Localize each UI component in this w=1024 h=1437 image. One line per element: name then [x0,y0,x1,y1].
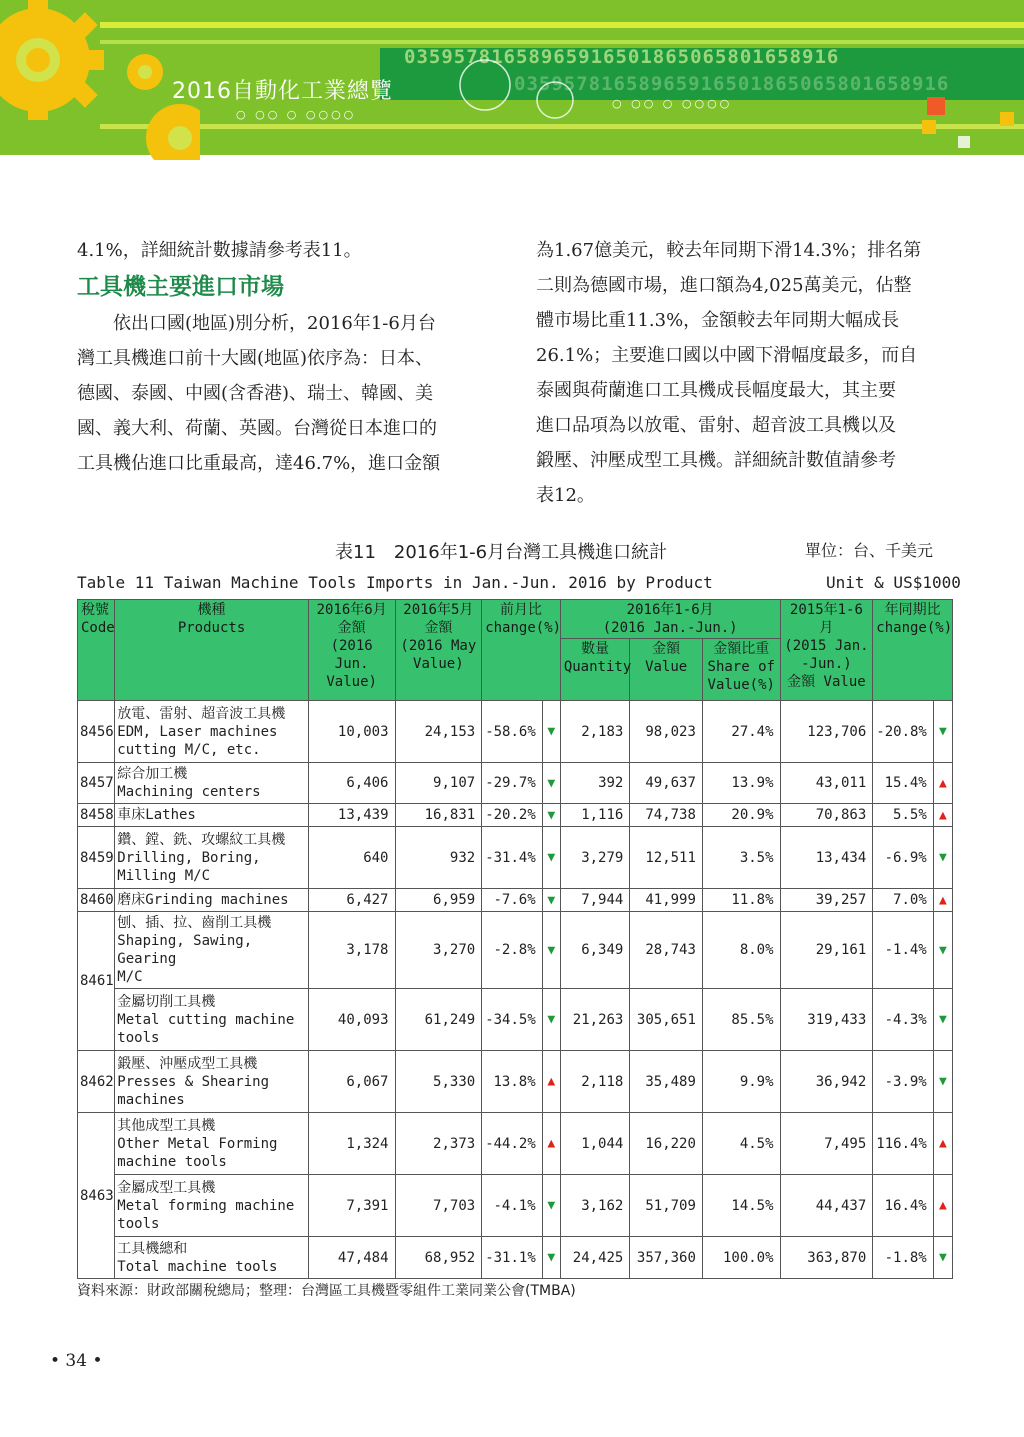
section-heading: 工具機主要進口市場 [77,274,284,300]
cell-mom-change: -31.4% [482,827,542,889]
down-arrow-icon: ▼ [542,912,560,989]
cell-value: 41,999 [630,889,703,912]
up-arrow-icon: ▲ [933,804,952,827]
cell-product: 其他成型工具機 Other Metal Forming machine tools [115,1113,309,1175]
cell-quantity: 3,162 [560,1175,630,1237]
intro-line: 4.1%，詳細統計數據請參考表11。 [77,240,362,261]
cell-yoy-change: 7.0% [873,889,933,912]
cell-jun-value: 7,391 [308,1175,395,1237]
cell-code: 8456 [78,701,115,763]
cell-yoy-change: -1.4% [873,912,933,989]
banner-square [927,97,945,115]
cell-quantity: 3,279 [560,827,630,889]
up-arrow-icon: ▲ [542,1113,560,1175]
cell-code: 8463 [78,1113,115,1279]
up-arrow-icon: ▲ [933,889,952,912]
cell-code: 8458 [78,804,115,827]
cell-mom-change: -34.5% [482,989,542,1051]
cell-product: 鍛壓、沖壓成型工具機 Presses & Shearing machines [115,1051,309,1113]
cell-may-value: 6,959 [395,889,482,912]
header-code: 稅號 Code [78,600,115,701]
paragraph-line: 國、義大利、荷蘭、英國。台灣從日本進口的 [77,418,437,439]
down-arrow-icon: ▼ [933,1237,952,1279]
cell-quantity: 2,118 [560,1051,630,1113]
table-row [78,889,953,912]
cell-product: 車床Lathes [115,804,309,827]
down-arrow-icon: ▼ [933,701,952,763]
cell-may-value: 7,703 [395,1175,482,1237]
paragraph-line: 工具機佔進口比重最高，達46.7%，進口金額 [77,453,441,474]
cell-product: 金屬成型工具機 Metal forming machine tools [115,1175,309,1237]
banner-stripe [100,22,1024,28]
cell-yoy-change: 116.4% [873,1113,933,1175]
paragraph-line: 德國、泰國、中國(含香港)、瑞士、韓國、美 [77,383,434,404]
cell-product: 工具機總和 Total machine tools [115,1237,309,1279]
cell-mom-change: -31.1% [482,1237,542,1279]
header-share: 金額比重 Share of Value(%) [702,639,780,701]
cell-code: 8457 [78,763,115,804]
cell-2015-value: 44,437 [780,1175,873,1237]
paragraph-line: 表12。 [536,485,595,506]
cell-product: 鑽、鏜、銑、攻螺紋工具機 Drilling, Boring, Milling M/C [115,827,309,889]
cell-mom-change: -29.7% [482,763,542,804]
up-arrow-icon: ▲ [933,763,952,804]
cell-may-value: 2,373 [395,1113,482,1175]
paragraph-line: 泰國與荷蘭進口工具機成長幅度最大，其主要 [536,380,896,401]
cell-share: 100.0% [702,1237,780,1279]
cell-quantity: 1,116 [560,804,630,827]
banner-digits-2: 03595781658965916501865065801658916 [514,73,950,95]
header-quantity: 數量 Quantity [560,639,630,701]
cell-yoy-change: -4.3% [873,989,933,1051]
cell-value: 16,220 [630,1113,703,1175]
table-row [78,912,953,989]
header-jun: 2016年6月 金額 (2016 Jun. Value) [308,600,395,701]
down-arrow-icon: ▼ [542,827,560,889]
cell-2015-value: 123,706 [780,701,873,763]
down-arrow-icon: ▼ [542,701,560,763]
publication-title: 2016自動化工業總覽 [172,79,393,104]
cell-quantity: 6,349 [560,912,630,989]
cell-jun-value: 10,003 [308,701,395,763]
paragraph-line: 體市場比重11.3%，金額較去年同期大幅成長 [536,310,900,331]
header-may: 2016年5月 金額 (2016 May Value) [395,600,482,701]
cell-2015-value: 363,870 [780,1237,873,1279]
cell-2015-value: 319,433 [780,989,873,1051]
cell-mom-change: -7.6% [482,889,542,912]
table-row [78,804,953,827]
cell-yoy-change: 5.5% [873,804,933,827]
cell-share: 85.5% [702,989,780,1051]
table-source: 資料來源：財政部關稅總局；整理：台灣區工具機暨零組件工業同業公會(TMBA) [77,1283,576,1299]
banner-stripe [100,40,1024,44]
cell-share: 9.9% [702,1051,780,1113]
cell-code: 8460 [78,889,115,912]
down-arrow-icon: ▼ [542,1175,560,1237]
cell-quantity: 392 [560,763,630,804]
down-arrow-icon: ▼ [933,989,952,1051]
cell-2015-value: 43,011 [780,763,873,804]
down-arrow-icon: ▼ [542,763,560,804]
table-header-row [78,600,953,639]
right-column [536,233,956,513]
paragraph-line: 二則為德國市場，進口額為4,025萬美元，佔整 [536,275,912,296]
down-arrow-icon: ▼ [933,827,952,889]
banner-square [1000,112,1014,126]
cell-jun-value: 3,178 [308,912,395,989]
cell-2015-value: 13,434 [780,827,873,889]
cell-mom-change: -44.2% [482,1113,542,1175]
cell-value: 357,360 [630,1237,703,1279]
cell-yoy-change: -20.8% [873,701,933,763]
cell-product: 金屬切削工具機 Metal cutting machine tools [115,989,309,1051]
gear-icon [0,0,200,160]
left-column [77,233,497,481]
cell-yoy-change: -6.9% [873,827,933,889]
header-value: 金額 Value [630,639,703,701]
cell-share: 13.9% [702,763,780,804]
cell-yoy-change: 16.4% [873,1175,933,1237]
table-row [78,763,953,804]
table-caption-zh: 表11 2016年1-6月台灣工具機進口統計 [335,542,668,563]
cell-value: 49,637 [630,763,703,804]
banner-square [958,136,970,148]
cell-product: 放電、雷射、超音波工具機 EDM, Laser machines cutting M/C, etc. [115,701,309,763]
cell-jun-value: 6,067 [308,1051,395,1113]
cell-may-value: 932 [395,827,482,889]
cell-value: 74,738 [630,804,703,827]
cell-value: 51,709 [630,1175,703,1237]
banner-square [922,120,936,134]
up-arrow-icon: ▲ [933,1175,952,1237]
cell-2015-value: 29,161 [780,912,873,989]
header-yoy: 年同期比 change(%) [873,600,953,701]
banner-dots-left: ○ ○○ ○ ○○○○ [236,108,357,121]
cell-quantity: 21,263 [560,989,630,1051]
paragraph-line: 灣工具機進口前十大國(地區)依序為：日本、 [77,348,434,369]
cell-2015-value: 39,257 [780,889,873,912]
banner-circles [455,55,595,125]
header-products: 機種 Products [115,600,309,701]
cell-share: 11.8% [702,889,780,912]
cell-may-value: 68,952 [395,1237,482,1279]
cell-may-value: 5,330 [395,1051,482,1113]
table-row [78,1175,953,1237]
cell-quantity: 7,944 [560,889,630,912]
down-arrow-icon: ▼ [542,989,560,1051]
cell-jun-value: 13,439 [308,804,395,827]
cell-jun-value: 1,324 [308,1113,395,1175]
cell-code: 8461 [78,912,115,1051]
table-row [78,1237,953,1279]
cell-value: 28,743 [630,912,703,989]
cell-mom-change: -2.8% [482,912,542,989]
cell-mom-change: -58.6% [482,701,542,763]
cell-mom-change: -20.2% [482,804,542,827]
paragraph-line: 依出口國(地區)別分析，2016年1-6月台 [113,313,436,334]
page-number: • 34 • [50,1351,103,1371]
cell-jun-value: 640 [308,827,395,889]
table-unit-zh: 單位：台、千美元 [805,541,934,560]
cell-share: 20.9% [702,804,780,827]
cell-value: 98,023 [630,701,703,763]
down-arrow-icon: ▼ [542,889,560,912]
cell-yoy-change: 15.4% [873,763,933,804]
header-h1-2016: 2016年1-6月 (2016 Jan.-Jun.) [560,600,780,639]
header-h1-2015: 2015年1-6月 (2015 Jan. -Jun.) 金額 Value [780,600,873,701]
cell-share: 27.4% [702,701,780,763]
cell-may-value: 16,831 [395,804,482,827]
up-arrow-icon: ▲ [933,1113,952,1175]
cell-product: 綜合加工機 Machining centers [115,763,309,804]
table-row [78,1051,953,1113]
table-row [78,989,953,1051]
banner-digits-1: 0359578165896591650186506580165891​6 [404,46,840,68]
table-row [78,827,953,889]
up-arrow-icon: ▲ [542,1051,560,1113]
paragraph-line: 為1.67億美元，較去年同期下滑14.3%；排名第 [536,240,922,261]
cell-mom-change: -4.1% [482,1175,542,1237]
cell-mom-change: 13.8% [482,1051,542,1113]
down-arrow-icon: ▼ [933,1051,952,1113]
cell-code: 8462 [78,1051,115,1113]
cell-quantity: 24,425 [560,1237,630,1279]
cell-code: 8459 [78,827,115,889]
cell-2015-value: 7,495 [780,1113,873,1175]
cell-may-value: 3,270 [395,912,482,989]
cell-yoy-change: -3.9% [873,1051,933,1113]
cell-2015-value: 36,942 [780,1051,873,1113]
banner-dots-right: ○ ○○ ○ ○○○○ [612,97,733,110]
paragraph-line: 鍛壓、沖壓成型工具機。詳細統計數值請參考 [536,450,896,471]
cell-product: 磨床Grinding machines [115,889,309,912]
cell-may-value: 61,249 [395,989,482,1051]
cell-jun-value: 6,406 [308,763,395,804]
table-row [78,1113,953,1175]
cell-share: 3.5% [702,827,780,889]
down-arrow-icon: ▼ [542,804,560,827]
cell-yoy-change: -1.8% [873,1237,933,1279]
cell-value: 35,489 [630,1051,703,1113]
cell-2015-value: 70,863 [780,804,873,827]
cell-jun-value: 47,484 [308,1237,395,1279]
table-unit-en: Unit & US$1000 [826,573,961,592]
cell-share: 8.0% [702,912,780,989]
cell-share: 14.5% [702,1175,780,1237]
paragraph-line: 進口品項為以放電、雷射、超音波工具機以及 [536,415,896,436]
table-row [78,701,953,763]
table-caption-en: Table 11 Taiwan Machine Tools Imports in Jan.-Jun. 2016 by Product [77,573,713,592]
cell-may-value: 24,153 [395,701,482,763]
cell-share: 4.5% [702,1113,780,1175]
header-mom: 前月比 change(%) [482,600,561,701]
paragraph-line: 26.1%；主要進口國以中國下滑幅度最多，而自 [536,345,918,366]
header-banner [0,0,1024,160]
cell-may-value: 9,107 [395,763,482,804]
cell-quantity: 2,183 [560,701,630,763]
down-arrow-icon: ▼ [933,912,952,989]
cell-value: 305,651 [630,989,703,1051]
cell-value: 12,511 [630,827,703,889]
cell-product: 刨、插、拉、齒削工具機 Shaping, Sawing, Gearing M/C [115,912,309,989]
cell-quantity: 1,044 [560,1113,630,1175]
imports-table [77,599,953,1279]
down-arrow-icon: ▼ [542,1237,560,1279]
cell-jun-value: 40,093 [308,989,395,1051]
cell-jun-value: 6,427 [308,889,395,912]
